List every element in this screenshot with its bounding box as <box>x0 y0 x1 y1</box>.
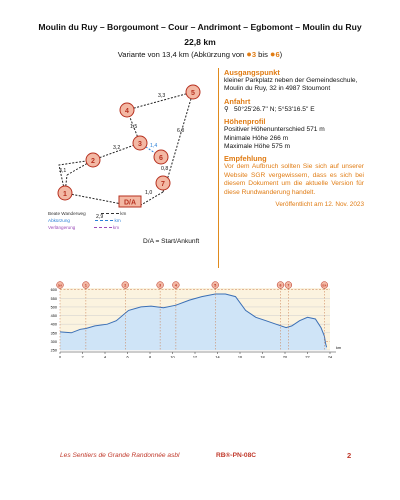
profile-marker-label: 5 <box>214 283 217 288</box>
segment-label: 2,9 <box>96 214 104 220</box>
profile-marker-label: 6 <box>279 283 282 288</box>
x-tick-label: 8 <box>148 355 152 358</box>
x-tick-label: 16 <box>237 355 243 358</box>
svg-text:4: 4 <box>125 108 129 115</box>
distance: 22,8 km <box>184 37 216 47</box>
legend-item: Beate Wanderweg <box>48 211 86 216</box>
x-tick-label: 20 <box>282 355 288 358</box>
page-title: Moulin du Ruy – Borgoumont – Cour – Andrimont – Egbomont – Moulin du Ruy <box>38 22 362 32</box>
legend-item: Verlängerung <box>48 225 76 230</box>
segment-label: 1,0 <box>145 190 153 196</box>
x-tick-label: 24 <box>327 355 333 358</box>
profile-marker-label: 4 <box>174 283 177 288</box>
y-tick-label: 300 <box>50 339 57 344</box>
svg-text:2: 2 <box>91 158 95 165</box>
dot-icon: ● <box>270 49 276 59</box>
waypoint-1 <box>58 186 72 200</box>
variant-mid: bis <box>256 50 270 59</box>
y-tick-label: 350 <box>50 331 57 336</box>
hoehen-line: Positiver Höhenunterschied 571 m <box>224 126 325 134</box>
elevation-profile <box>38 278 360 358</box>
x-tick-label: 4 <box>103 355 107 358</box>
svg-text:6: 6 <box>159 155 163 162</box>
profile-marker-label: D/A <box>322 284 327 288</box>
segment-label: 3,1 <box>59 168 67 174</box>
hoehen-line: Minimale Höhe 266 m <box>224 134 289 142</box>
empfehlung-heading: Empfehlung <box>224 154 267 164</box>
legend-unit: km <box>120 211 127 216</box>
anfahrt-line <box>224 106 364 114</box>
info-panel <box>218 68 364 268</box>
legend-item: Abkürzung <box>48 218 70 223</box>
anfahrt-coords: 50°25'26.7'' N; 5°53'16.5'' E <box>234 105 315 113</box>
ausgangspunkt-text: kleiner Parkplatz neben der Gemeindeschule, Moulin du Ruy, 32 in 4987 Stoumont <box>224 77 358 93</box>
segment-label: 3,3 <box>158 93 166 99</box>
y-tick-label: 500 <box>50 305 57 310</box>
x-tick-label: 6 <box>126 355 129 358</box>
svg-text:5: 5 <box>191 90 195 97</box>
segment-label: 1,5 <box>130 124 138 130</box>
waypoint-3 <box>133 136 147 150</box>
x-tick-label: 0 <box>58 355 62 358</box>
published-date: Veröffentlicht am 12. Nov. 2023 <box>275 201 364 209</box>
svg-text:D/A: D/A <box>123 199 137 207</box>
x-tick-label: 2 <box>81 355 84 358</box>
waypoint-4 <box>120 103 134 117</box>
variant-from: 3 <box>251 50 257 59</box>
y-tick-label: 600 <box>50 288 57 293</box>
profile-marker-label: 2 <box>124 283 127 288</box>
segment-label: 6,0 <box>177 128 185 134</box>
variant-prefix: Variante von 13,4 km (Abkürzung von <box>117 50 247 59</box>
variant-to: 6 <box>275 50 280 59</box>
x-tick-label: 10 <box>170 355 175 358</box>
route-sketch-map <box>45 72 215 232</box>
anfahrt-heading: Anfahrt <box>224 96 251 106</box>
footer-organisation: Les Sentiers de Grande Randonnée asbl <box>60 452 180 459</box>
page-number: 2 <box>347 451 352 460</box>
y-tick-label: 450 <box>50 314 57 319</box>
hoehen-line: Maximale Höhe 575 m <box>224 143 290 151</box>
empfehlung-text: Vor dem Aufbruch sollten Sie sich auf unserer Website SGR vergewissern, dass es sich bei diesem Dokument um die aktuelle Version für diese Rundwanderung handelt. <box>224 163 364 196</box>
profile-marker-label: 1 <box>84 283 87 288</box>
y-tick-label: 550 <box>50 296 57 301</box>
svg-text:7: 7 <box>161 181 165 188</box>
hoehenprofil-heading: Höhenprofil <box>224 117 266 127</box>
x-tick-label: 18 <box>260 355 265 358</box>
legend-unit: km <box>112 225 120 230</box>
waypoint-2 <box>86 153 100 167</box>
x-tick-label: 14 <box>215 355 220 358</box>
waypoint-7 <box>156 176 170 190</box>
waypoint-6 <box>154 150 168 164</box>
segment-label: 0,8 <box>161 166 169 172</box>
x-tick-label: 22 <box>305 355 310 358</box>
svg-text:3: 3 <box>138 141 142 148</box>
start-box <box>119 196 141 207</box>
profile-marker-label: 7 <box>287 283 290 288</box>
profile-marker-label: 3 <box>159 283 162 288</box>
waypoint-5 <box>186 85 200 99</box>
variant-line <box>0 49 400 59</box>
footer-reference: RB®-PN-08C <box>216 452 257 459</box>
x-tick-label: 12 <box>192 355 198 358</box>
profile-marker-label: D/A <box>57 284 63 288</box>
map-legend <box>48 210 126 231</box>
segment-label: 3,2 <box>113 145 121 151</box>
segment-label: 1,4 <box>150 143 158 149</box>
ausgangspunkt-heading: Ausgangspunkt <box>224 68 280 77</box>
legend-unit: km <box>114 218 121 223</box>
y-tick-label: 400 <box>50 322 57 327</box>
svg-text:1: 1 <box>63 191 67 198</box>
location-pin-icon: ⚲ <box>224 105 229 113</box>
x-unit-label: km <box>336 346 342 350</box>
dot-icon: ● <box>246 49 252 59</box>
y-tick-label: 250 <box>50 348 57 353</box>
variant-suffix: ) <box>279 50 283 59</box>
start-legend-text: D/A = Start/Ankunft <box>143 238 200 245</box>
